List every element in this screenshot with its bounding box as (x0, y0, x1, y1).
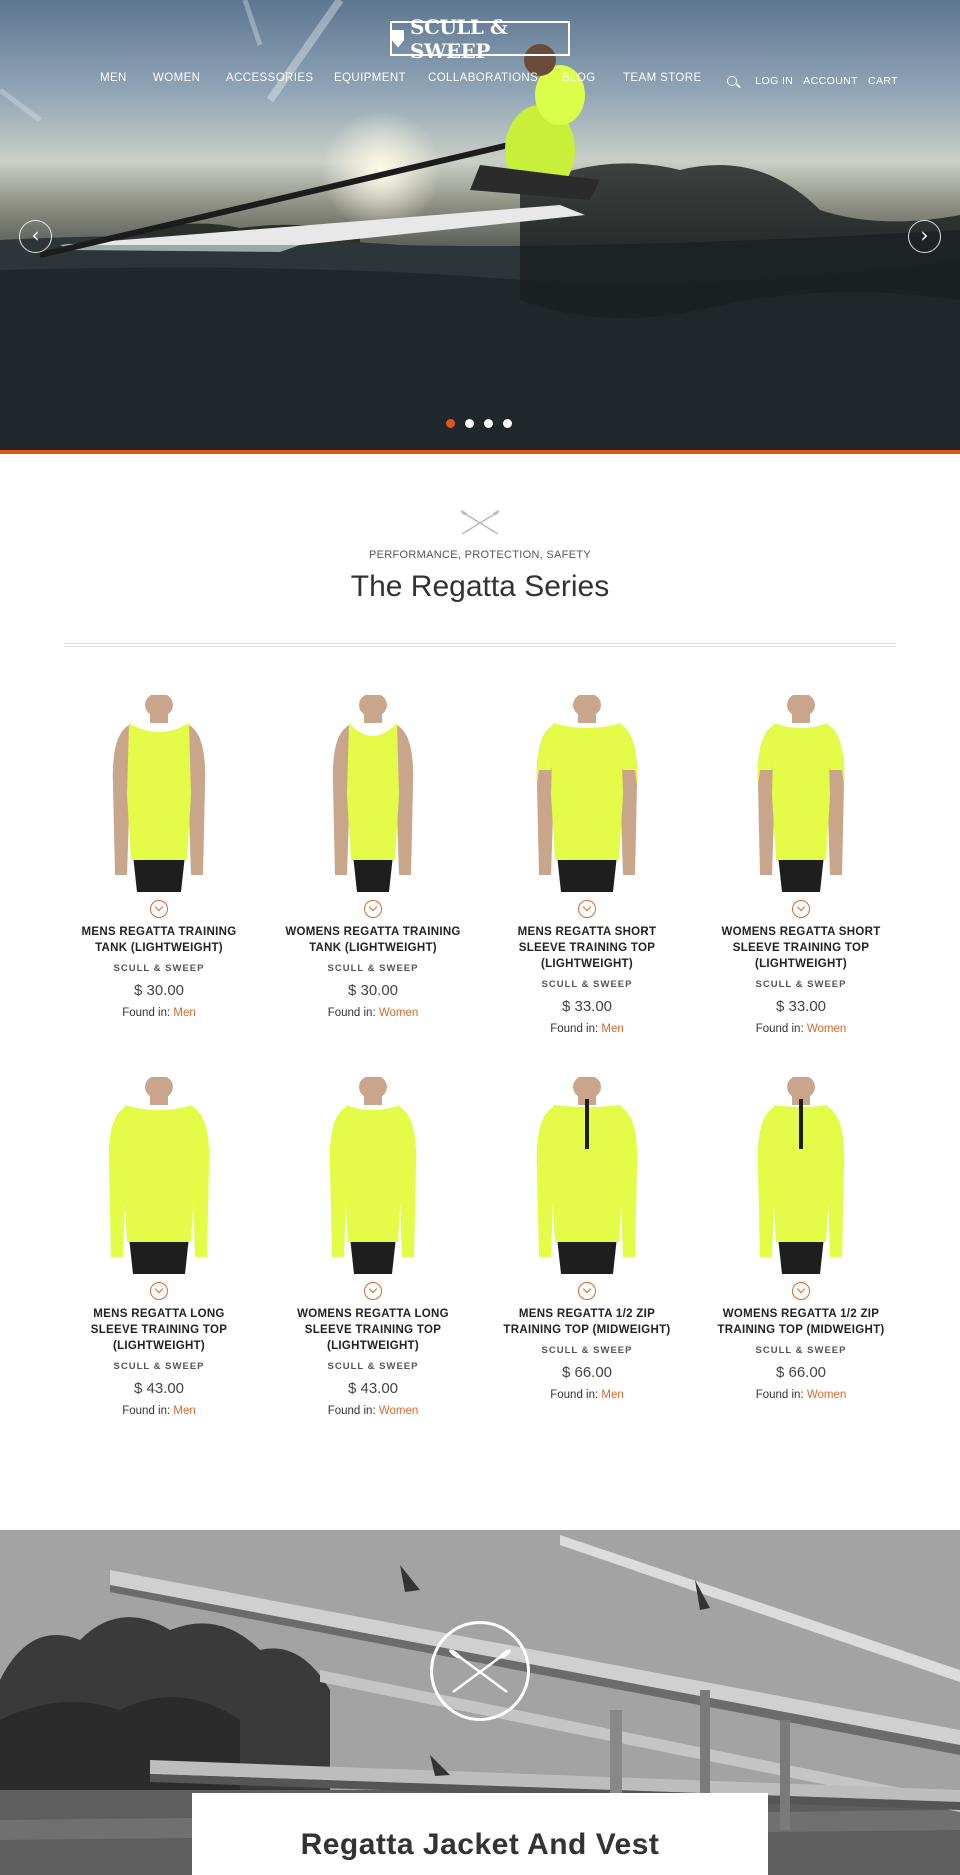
nav-item-men[interactable]: MEN (100, 72, 127, 84)
product-category: Found in: Men (550, 1023, 624, 1035)
chevron-right-icon[interactable]: › (908, 220, 941, 253)
garment-tank-womens (278, 695, 468, 892)
product-price: $ 33.00 (775, 998, 827, 1015)
product-name[interactable]: MENS REGATTA LONG SLEEVE TRAINING TOP (LIGHTWEIGHT) (90, 1308, 228, 1352)
nav-item-women[interactable]: WOMEN (153, 72, 201, 84)
product-category: Found in: Men (550, 1389, 624, 1401)
category-link[interactable]: Women (378, 1007, 419, 1019)
product-image[interactable] (492, 695, 682, 892)
category-link[interactable]: Women (378, 1405, 419, 1417)
product-category: Found in: Women (327, 1007, 419, 1019)
brand-name: SCULL & SWEEP (410, 14, 508, 63)
product-card[interactable] (706, 1077, 896, 1401)
chevron-down-icon[interactable] (364, 1282, 382, 1300)
slider-dot[interactable] (465, 419, 474, 428)
product-price: $ 33.00 (561, 998, 613, 1015)
product-category: Found in: Men (122, 1007, 196, 1019)
product-card[interactable] (64, 1077, 254, 1417)
product-vendor: SCULL & SWEEP (327, 1361, 419, 1372)
garment-long-sleeve-womens (278, 1077, 468, 1274)
chevron-down-icon[interactable] (578, 900, 596, 918)
garment-half-zip-mens (492, 1077, 682, 1274)
crossed-oars-icon (460, 510, 500, 536)
product-name[interactable]: MENS REGATTA TRAINING TANK (LIGHTWEIGHT) (81, 926, 237, 954)
chevron-down-icon[interactable] (364, 900, 382, 918)
nav-item-blog[interactable]: BLOG (562, 72, 596, 84)
garment-long-sleeve-mens (64, 1077, 254, 1274)
garment-short-sleeve-mens (492, 695, 682, 892)
product-image[interactable] (706, 1077, 896, 1274)
product-category: Found in: Men (122, 1405, 196, 1417)
shield-icon (392, 30, 404, 48)
chevron-down-icon[interactable] (792, 1282, 810, 1300)
nav-item-collaborations[interactable]: COLLABORATIONS (428, 72, 539, 84)
category-link[interactable]: Women (806, 1389, 847, 1401)
product-name[interactable]: WOMENS REGATTA LONG SLEEVE TRAINING TOP (LIGHTWEIGHT) (297, 1308, 449, 1352)
product-image[interactable] (278, 695, 468, 892)
garment-half-zip-womens (706, 1077, 896, 1274)
nav-item-accessories[interactable]: ACCESSORIES (226, 72, 314, 84)
product-price: $ 43.00 (347, 1380, 399, 1397)
category-link[interactable]: Men (173, 1007, 196, 1019)
product-name[interactable]: WOMENS REGATTA 1/2 ZIP TRAINING TOP (MIDWEIGHT) (717, 1308, 885, 1336)
product-category: Found in: Women (755, 1389, 847, 1401)
chevron-down-icon[interactable] (150, 1282, 168, 1300)
hero-accent-bar (0, 450, 960, 454)
product-vendor: SCULL & SWEEP (327, 963, 419, 974)
product-card[interactable] (278, 695, 468, 1019)
slider-dot[interactable] (446, 419, 455, 428)
category-link[interactable]: Men (601, 1023, 624, 1035)
product-card[interactable] (706, 695, 896, 1035)
slider-dot[interactable] (484, 419, 493, 428)
crossed-oars-emblem-icon (430, 1621, 530, 1721)
product-card[interactable] (492, 1077, 682, 1401)
product-card[interactable] (492, 695, 682, 1035)
garment-tank-mens (64, 695, 254, 892)
product-vendor: SCULL & SWEEP (113, 1361, 205, 1372)
product-vendor: SCULL & SWEEP (755, 1345, 847, 1356)
account-link[interactable]: ACCOUNT (803, 75, 858, 87)
product-image[interactable] (492, 1077, 682, 1274)
section-divider (64, 643, 896, 647)
product-category: Found in: Women (755, 1023, 847, 1035)
product-category: Found in: Women (327, 1405, 419, 1417)
product-image[interactable] (706, 695, 896, 892)
chevron-down-icon[interactable] (150, 900, 168, 918)
product-price: $ 30.00 (133, 982, 185, 999)
hero-slider (0, 0, 960, 450)
product-name[interactable]: WOMENS REGATTA TRAINING TANK (LIGHTWEIGHT) (285, 926, 461, 954)
product-name[interactable]: MENS REGATTA 1/2 ZIP TRAINING TOP (MIDWEIGHT) (503, 1308, 671, 1336)
garment-short-sleeve-womens (706, 695, 896, 892)
login-link[interactable]: LOG IN (755, 75, 794, 87)
nav-item-equipment[interactable]: EQUIPMENT (334, 72, 406, 84)
product-image[interactable] (278, 1077, 468, 1274)
product-vendor: SCULL & SWEEP (113, 963, 205, 974)
product-card[interactable] (64, 695, 254, 1019)
banner-title[interactable]: Regatta Jacket And Vest (300, 1828, 660, 1861)
section-eyebrow: PERFORMANCE, PROTECTION, SAFETY (369, 549, 591, 561)
slider-dots (446, 419, 512, 428)
product-vendor: SCULL & SWEEP (541, 979, 633, 990)
category-link[interactable]: Women (806, 1023, 847, 1035)
product-price: $ 30.00 (347, 982, 399, 999)
chevron-down-icon[interactable] (578, 1282, 596, 1300)
product-image[interactable] (64, 1077, 254, 1274)
account-nav (727, 75, 898, 87)
slider-dot[interactable] (503, 419, 512, 428)
nav-item-team-store[interactable]: TEAM STORE (623, 72, 702, 84)
chevron-down-icon[interactable] (792, 900, 810, 918)
category-link[interactable]: Men (173, 1405, 196, 1417)
product-vendor: SCULL & SWEEP (541, 1345, 633, 1356)
chevron-left-icon[interactable]: ‹ (19, 220, 52, 253)
search-icon[interactable] (727, 76, 737, 86)
brand-logo[interactable] (390, 14, 570, 63)
product-price: $ 66.00 (561, 1364, 613, 1381)
product-name[interactable]: WOMENS REGATTA SHORT SLEEVE TRAINING TOP (LIGHTWEIGHT) (721, 926, 881, 970)
category-link[interactable]: Men (601, 1389, 624, 1401)
product-name[interactable]: MENS REGATTA SHORT SLEEVE TRAINING TOP (LIGHTWEIGHT) (517, 926, 657, 970)
product-price: $ 43.00 (133, 1380, 185, 1397)
cart-link[interactable]: CART (868, 75, 898, 87)
product-vendor: SCULL & SWEEP (755, 979, 847, 990)
product-image[interactable] (64, 695, 254, 892)
product-card[interactable] (278, 1077, 468, 1417)
hero-image (0, 0, 960, 450)
crossed-oars-icon (433, 1624, 527, 1718)
product-price: $ 66.00 (775, 1364, 827, 1381)
section-title: The Regatta Series (350, 570, 610, 603)
